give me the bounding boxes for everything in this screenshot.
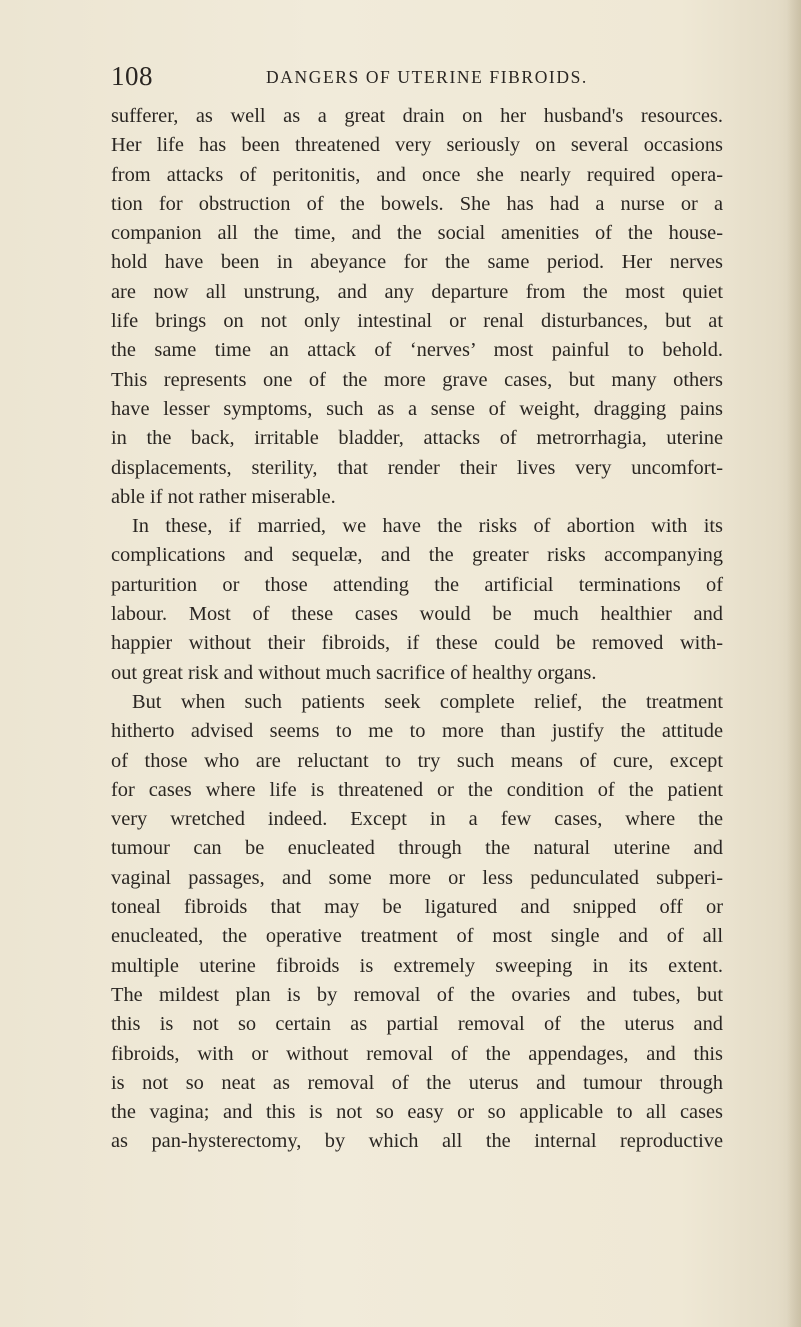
text-line: parturition or those attending the artificial terminations of [111,573,723,596]
text-line: This represents one of the more grave cases, but many others [111,368,723,391]
text-line: this is not so certain as partial removal of the uterus and [111,1013,723,1036]
text-line: displacements, sterility, that render their lives very uncomfort- [111,456,723,479]
text-line: But when such patients seek complete relief, the treatment [132,690,723,713]
running-title: DANGERS OF UTERINE FIBROIDS. [266,67,588,87]
text-line: sufferer, as well as a great drain on her husband's resources. [111,105,723,127]
text-line: the same time an attack of ‘nerves’ most painful to behold. [111,339,723,362]
text-line: life brings on not only intestinal or renal disturbances, but at [111,310,723,333]
text-line: vaginal passages, and some more or less pedunculated subperi- [111,866,723,889]
text-line: are now all unstrung, and any departure from the most quiet [111,280,723,303]
text-line: of those who are reluctant to try such means of cure, except [111,749,723,772]
text-line: Her life has been threatened very seriously on several occasions [111,134,723,157]
text-line: in the back, irritable bladder, attacks of metrorrhagia, uterine [111,427,723,450]
body-text [111,102,723,1157]
text-line: multiple uterine fibroids is extremely sweeping in its extent. [111,954,723,977]
text-line: able if not rather miserable. [111,485,336,508]
text-line: the vagina; and this is not so easy or so applicable to all cases [111,1101,723,1124]
text-line: out great risk and without much sacrifice of healthy organs. [111,661,597,684]
text-line: is not so neat as removal of the uterus and tumour through [111,1071,723,1094]
text-line: happier without their fibroids, if these could be removed with- [111,632,723,655]
text-line: very wretched indeed. Except in a few cases, where the [111,808,723,831]
text-line: The mildest plan is by removal of the ovaries and tubes, but [111,983,723,1006]
text-line: tumour can be enucleated through the natural uterine and [111,837,723,860]
page-header [111,58,721,94]
text-line: from attacks of peritonitis, and once she nearly required opera- [111,163,723,186]
text-line: tion for obstruction of the bowels. She has had a nurse or a [111,192,723,215]
page-edge-shadow [787,0,801,1327]
text-line: for cases where life is threatened or the condition of the patient [111,778,723,801]
text-line: hitherto advised seems to me to more than justify the attitude [111,720,723,743]
text-line: as pan-hysterectomy, by which all the internal reproductive [111,1130,723,1153]
text-line: fibroids, with or without removal of the appendages, and this [111,1042,723,1065]
text-line: enucleated, the operative treatment of most single and of all [111,925,723,948]
text-line: labour. Most of these cases would be much healthier and [111,603,723,626]
text-line: have lesser symptoms, such as a sense of weight, dragging pains [111,397,723,420]
text-line: companion all the time, and the social amenities of the house- [111,222,723,245]
text-line: complications and sequelæ, and the greater risks accompanying [111,544,723,567]
text-line: toneal fibroids that may be ligatured and snipped off or [111,896,723,919]
page-number: 108 [111,61,153,91]
text-line: In these, if married, we have the risks of abortion with its [132,515,723,538]
text-line: hold have been in abeyance for the same period. Her nerves [111,251,723,274]
